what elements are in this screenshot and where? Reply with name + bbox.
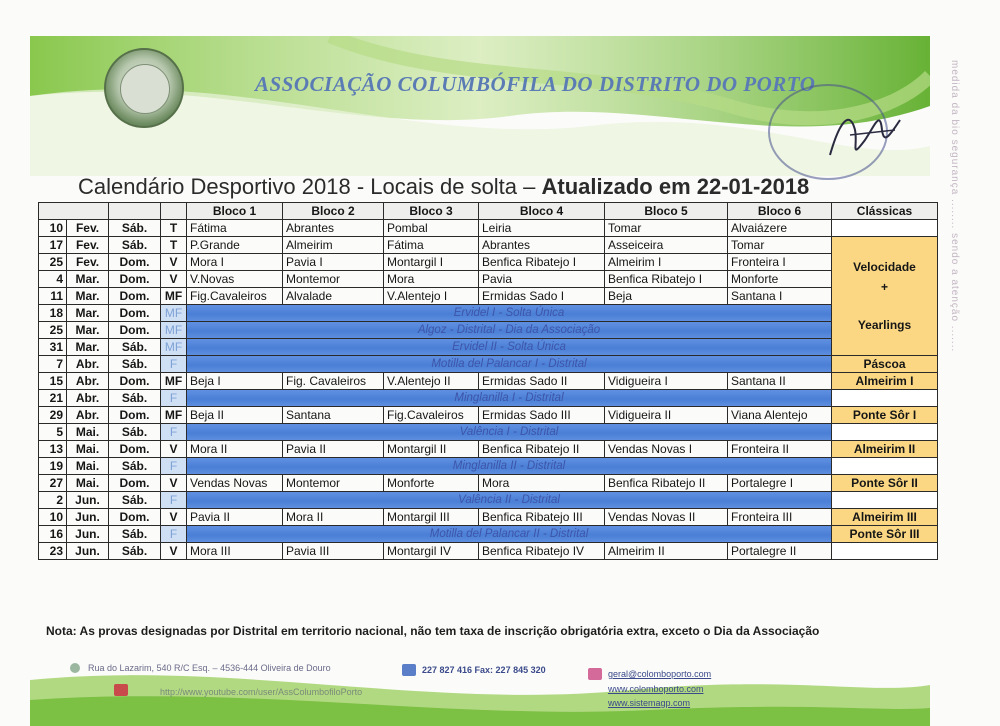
- bloco-5-cell: Vendas Novas I: [605, 441, 728, 458]
- table-row: [39, 373, 938, 390]
- table-row: [39, 305, 938, 322]
- bloco-1-cell: Fátima: [187, 220, 283, 237]
- weekday-cell: Dom.: [109, 407, 161, 424]
- classicas-cell: Almeirim II: [832, 441, 938, 458]
- distrital-release-band: Minglanilla I - Distrital: [187, 390, 832, 407]
- bloco-4-cell: Benfica Ribatejo I: [479, 254, 605, 271]
- date-day-cell: 25: [39, 254, 67, 271]
- bloco-2-cell: Pavia II: [283, 441, 384, 458]
- column-header: Bloco 3: [384, 203, 479, 220]
- classicas-cell: [832, 237, 938, 356]
- date-day-cell: 7: [39, 356, 67, 373]
- bloco-4-cell: Benfica Ribatejo II: [479, 441, 605, 458]
- date-month-cell: Mai.: [67, 458, 109, 475]
- date-day-cell: 23: [39, 543, 67, 560]
- classicas-cell: [832, 390, 938, 407]
- table-row: [39, 475, 938, 492]
- bloco-4-cell: Ermidas Sado III: [479, 407, 605, 424]
- weekday-cell: Dom.: [109, 305, 161, 322]
- weekday-cell: Dom.: [109, 441, 161, 458]
- column-header: Bloco 1: [187, 203, 283, 220]
- bloco-2-cell: Almeirim: [283, 237, 384, 254]
- race-type-cell: V: [161, 254, 187, 271]
- bloco-3-cell: Monforte: [384, 475, 479, 492]
- column-header: Clássicas: [832, 203, 938, 220]
- race-type-cell: F: [161, 424, 187, 441]
- column-header: [39, 203, 109, 220]
- bloco-1-cell: P.Grande: [187, 237, 283, 254]
- table-row: [39, 441, 938, 458]
- bloco-3-cell: V.Alentejo I: [384, 288, 479, 305]
- column-header: Bloco 4: [479, 203, 605, 220]
- weekday-cell: Dom.: [109, 509, 161, 526]
- date-month-cell: Abr.: [67, 390, 109, 407]
- bloco-1-cell: Mora III: [187, 543, 283, 560]
- date-month-cell: Abr.: [67, 407, 109, 424]
- bloco-3-cell: V.Alentejo II: [384, 373, 479, 390]
- classicas-cell: Ponte Sôr II: [832, 475, 938, 492]
- table-row: [39, 407, 938, 424]
- weekday-cell: Sáb.: [109, 526, 161, 543]
- date-day-cell: 5: [39, 424, 67, 441]
- phone-icon: [402, 664, 416, 676]
- column-header: Bloco 6: [728, 203, 832, 220]
- bloco-6-cell: Fronteira II: [728, 441, 832, 458]
- bloco-1-cell: Beja II: [187, 407, 283, 424]
- date-day-cell: 21: [39, 390, 67, 407]
- date-day-cell: 15: [39, 373, 67, 390]
- table-row: [39, 220, 938, 237]
- date-day-cell: 13: [39, 441, 67, 458]
- bloco-3-cell: Pombal: [384, 220, 479, 237]
- weekday-cell: Dom.: [109, 322, 161, 339]
- date-month-cell: Mar.: [67, 305, 109, 322]
- race-type-cell: V: [161, 543, 187, 560]
- classicas-velocidade: Velocidade: [853, 260, 916, 274]
- bloco-4-cell: Benfica Ribatejo III: [479, 509, 605, 526]
- race-type-cell: MF: [161, 322, 187, 339]
- bloco-4-cell: Ermidas Sado II: [479, 373, 605, 390]
- table-row: [39, 526, 938, 543]
- bloco-6-cell: Fronteira III: [728, 509, 832, 526]
- date-month-cell: Mar.: [67, 322, 109, 339]
- weekday-cell: Sáb.: [109, 356, 161, 373]
- race-type-cell: MF: [161, 288, 187, 305]
- classicas-cell: [832, 458, 938, 475]
- bloco-2-cell: Pavia I: [283, 254, 384, 271]
- race-type-cell: T: [161, 237, 187, 254]
- bloco-6-cell: Portalegre I: [728, 475, 832, 492]
- race-type-cell: T: [161, 220, 187, 237]
- race-type-cell: V: [161, 271, 187, 288]
- classicas-cell: Páscoa: [832, 356, 938, 373]
- classicas-yearlings: Yearlings: [857, 318, 912, 332]
- weekday-cell: Sáb.: [109, 339, 161, 356]
- date-month-cell: Mar.: [67, 271, 109, 288]
- date-day-cell: 17: [39, 237, 67, 254]
- bloco-1-cell: Vendas Novas: [187, 475, 283, 492]
- bloco-1-cell: Pavia II: [187, 509, 283, 526]
- date-day-cell: 31: [39, 339, 67, 356]
- date-day-cell: 27: [39, 475, 67, 492]
- date-month-cell: Fev.: [67, 220, 109, 237]
- race-type-cell: F: [161, 356, 187, 373]
- bloco-2-cell: Montemor: [283, 475, 384, 492]
- classicas-cell: [832, 543, 938, 560]
- bloco-5-cell: Vidigueira I: [605, 373, 728, 390]
- bloco-6-cell: Santana II: [728, 373, 832, 390]
- date-month-cell: Fev.: [67, 237, 109, 254]
- bloco-6-cell: Tomar: [728, 237, 832, 254]
- bloco-3-cell: Fátima: [384, 237, 479, 254]
- weekday-cell: Sáb.: [109, 492, 161, 509]
- bloco-3-cell: Montargil II: [384, 441, 479, 458]
- bloco-3-cell: Mora: [384, 271, 479, 288]
- race-type-cell: MF: [161, 305, 187, 322]
- bloco-5-cell: Benfica Ribatejo I: [605, 271, 728, 288]
- table-row: [39, 237, 938, 254]
- bloco-1-cell: Fig.Cavaleiros: [187, 288, 283, 305]
- table-row: [39, 458, 938, 475]
- date-month-cell: Jun.: [67, 509, 109, 526]
- footer-phone: 227 827 416 Fax: 227 845 320: [422, 665, 546, 675]
- race-type-cell: F: [161, 390, 187, 407]
- table-row: [39, 271, 938, 288]
- handwritten-signature: [820, 100, 910, 170]
- footnote: Nota: As provas designadas por Distrital em territorio nacional, não tem taxa de inscrição obrigatória extra, exceto o Dia da Associação: [46, 624, 820, 638]
- weekday-cell: Dom.: [109, 288, 161, 305]
- bloco-6-cell: Alvaiázere: [728, 220, 832, 237]
- bloco-1-cell: Mora I: [187, 254, 283, 271]
- bloco-5-cell: Asseiceira: [605, 237, 728, 254]
- bloco-6-cell: Santana I: [728, 288, 832, 305]
- bloco-2-cell: Fig. Cavaleiros: [283, 373, 384, 390]
- date-month-cell: Mar.: [67, 339, 109, 356]
- weekday-cell: Sáb.: [109, 543, 161, 560]
- race-type-cell: F: [161, 492, 187, 509]
- distrital-release-band: Motilla del Palancar I - Distrital: [187, 356, 832, 373]
- distrital-release-band: Algoz - Distrital - Dia da Associação: [187, 322, 832, 339]
- classicas-cell: [832, 220, 938, 237]
- bloco-5-cell: Vidigueira II: [605, 407, 728, 424]
- bloco-6-cell: Fronteira I: [728, 254, 832, 271]
- date-day-cell: 18: [39, 305, 67, 322]
- bloco-5-cell: Benfica Ribatejo II: [605, 475, 728, 492]
- distrital-release-band: Ervidel II - Solta Única: [187, 339, 832, 356]
- classicas-cell: Almeirim III: [832, 509, 938, 526]
- race-type-cell: MF: [161, 339, 187, 356]
- distrital-release-band: Valência II - Distrital: [187, 492, 832, 509]
- bloco-1-cell: V.Novas: [187, 271, 283, 288]
- table-row: [39, 509, 938, 526]
- race-type-cell: V: [161, 509, 187, 526]
- date-day-cell: 4: [39, 271, 67, 288]
- date-month-cell: Jun.: [67, 492, 109, 509]
- weekday-cell: Sáb.: [109, 458, 161, 475]
- green-swoosh-footer-decoration: [30, 640, 930, 726]
- bloco-4-cell: Leiria: [479, 220, 605, 237]
- weekday-cell: Sáb.: [109, 390, 161, 407]
- weekday-cell: Dom.: [109, 254, 161, 271]
- classicas-cell: Ponte Sôr I: [832, 407, 938, 424]
- association-name: ASSOCIAÇÃO COLUMBÓFILA DO DISTRITO DO PORTO: [255, 72, 816, 96]
- column-header: [161, 203, 187, 220]
- bloco-2-cell: Mora II: [283, 509, 384, 526]
- footer-website-2[interactable]: www.sistemagp.com: [608, 698, 691, 708]
- bloco-1-cell: Beja I: [187, 373, 283, 390]
- date-day-cell: 11: [39, 288, 67, 305]
- table-row: [39, 339, 938, 356]
- date-month-cell: Mai.: [67, 475, 109, 492]
- bloco-1-cell: Mora II: [187, 441, 283, 458]
- classicas-cell: Almeirim I: [832, 373, 938, 390]
- date-month-cell: Mai.: [67, 441, 109, 458]
- date-month-cell: Abr.: [67, 373, 109, 390]
- bloco-3-cell: Montargil IV: [384, 543, 479, 560]
- bloco-5-cell: Tomar: [605, 220, 728, 237]
- date-month-cell: Abr.: [67, 356, 109, 373]
- distrital-release-band: Minglanilla II - Distrital: [187, 458, 832, 475]
- weekday-cell: Dom.: [109, 475, 161, 492]
- bloco-4-cell: Mora: [479, 475, 605, 492]
- bloco-2-cell: Santana: [283, 407, 384, 424]
- classicas-cell: [832, 424, 938, 441]
- table-row: [39, 356, 938, 373]
- bloco-2-cell: Abrantes: [283, 220, 384, 237]
- bloco-4-cell: Ermidas Sado I: [479, 288, 605, 305]
- date-month-cell: Fev.: [67, 254, 109, 271]
- bloco-2-cell: Pavia III: [283, 543, 384, 560]
- bloco-3-cell: Montargil I: [384, 254, 479, 271]
- date-month-cell: Jun.: [67, 543, 109, 560]
- calendar-title: Calendário Desportivo 2018 - Locais de solta – Atualizado em 22-01-2018: [78, 174, 810, 199]
- table-row: [39, 322, 938, 339]
- classicas-cell: [832, 492, 938, 509]
- distrital-release-band: Ervidel I - Solta Única: [187, 305, 832, 322]
- date-day-cell: 10: [39, 509, 67, 526]
- bloco-4-cell: Pavia: [479, 271, 605, 288]
- classicas-cell: Ponte Sôr III: [832, 526, 938, 543]
- side-watermark-text: medida da bio segurança ........ sendo a atenção .......: [949, 60, 960, 353]
- weekday-cell: Sáb.: [109, 424, 161, 441]
- table-row: [39, 254, 938, 271]
- column-header: Bloco 2: [283, 203, 384, 220]
- date-day-cell: 29: [39, 407, 67, 424]
- date-day-cell: 19: [39, 458, 67, 475]
- table-row: [39, 390, 938, 407]
- footer-website[interactable]: www.colomboporto.com: [608, 684, 704, 694]
- date-day-cell: 2: [39, 492, 67, 509]
- table-header-row: [39, 203, 938, 220]
- bloco-4-cell: Abrantes: [479, 237, 605, 254]
- date-month-cell: Jun.: [67, 526, 109, 543]
- race-type-cell: MF: [161, 407, 187, 424]
- weekday-cell: Dom.: [109, 373, 161, 390]
- bloco-5-cell: Almeirim I: [605, 254, 728, 271]
- bloco-3-cell: Fig.Cavaleiros: [384, 407, 479, 424]
- classicas-plus: +: [880, 280, 888, 294]
- bloco-6-cell: Viana Alentejo: [728, 407, 832, 424]
- race-type-cell: F: [161, 526, 187, 543]
- date-day-cell: 16: [39, 526, 67, 543]
- distrital-release-band: Valência I - Distrital: [187, 424, 832, 441]
- table-row: [39, 492, 938, 509]
- date-day-cell: 25: [39, 322, 67, 339]
- race-type-cell: V: [161, 475, 187, 492]
- column-header: Bloco 5: [605, 203, 728, 220]
- bloco-4-cell: Benfica Ribatejo IV: [479, 543, 605, 560]
- column-header: [109, 203, 161, 220]
- date-day-cell: 10: [39, 220, 67, 237]
- location-icon: [70, 663, 80, 673]
- email-icon: [588, 668, 602, 680]
- table-row: [39, 543, 938, 560]
- table-row: [39, 288, 938, 305]
- weekday-cell: Sáb.: [109, 220, 161, 237]
- footer-youtube[interactable]: http://www.youtube.com/user/AssColumbofiloPorto: [160, 687, 363, 697]
- footer-address: Rua do Lazarim, 540 R/C Esq. – 4536-444 Oliveira de Douro: [88, 663, 331, 673]
- weekday-cell: Sáb.: [109, 237, 161, 254]
- table-row: [39, 424, 938, 441]
- bloco-2-cell: Alvalade: [283, 288, 384, 305]
- race-type-cell: MF: [161, 373, 187, 390]
- weekday-cell: Dom.: [109, 271, 161, 288]
- date-month-cell: Mai.: [67, 424, 109, 441]
- bloco-5-cell: Beja: [605, 288, 728, 305]
- distrital-release-band: Motilla del Palancar II - Distrital: [187, 526, 832, 543]
- bloco-5-cell: Almeirim II: [605, 543, 728, 560]
- bloco-6-cell: Portalegre II: [728, 543, 832, 560]
- race-type-cell: V: [161, 441, 187, 458]
- footer-email[interactable]: geral@colomboporto.com: [608, 669, 712, 679]
- date-month-cell: Mar.: [67, 288, 109, 305]
- youtube-icon: [114, 684, 128, 696]
- bloco-6-cell: Monforte: [728, 271, 832, 288]
- race-type-cell: F: [161, 458, 187, 475]
- association-logo: [104, 48, 184, 128]
- calendar-table: [38, 202, 938, 560]
- bloco-5-cell: Vendas Novas II: [605, 509, 728, 526]
- bloco-2-cell: Montemor: [283, 271, 384, 288]
- bloco-3-cell: Montargil III: [384, 509, 479, 526]
